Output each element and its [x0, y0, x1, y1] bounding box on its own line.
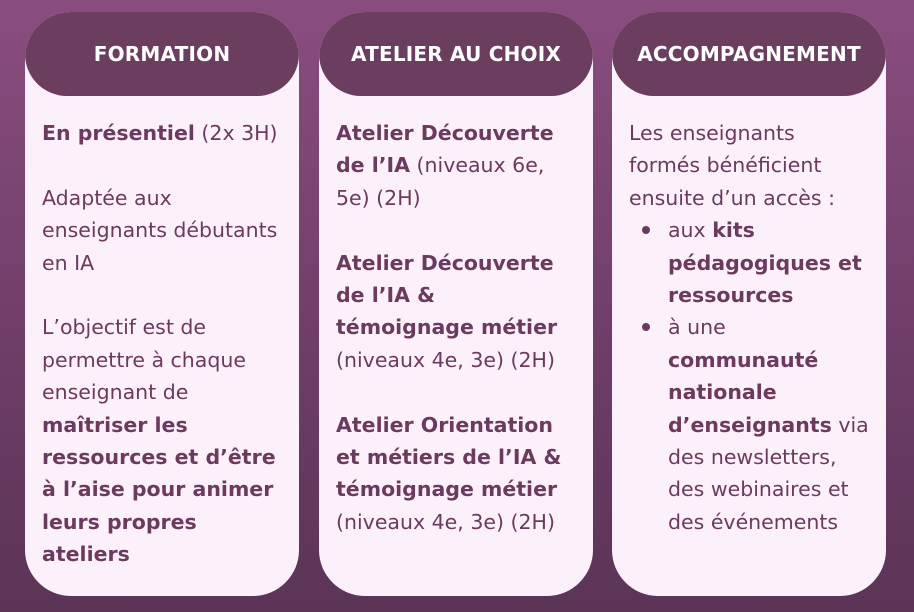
card-formation	[25, 12, 299, 596]
objective-highlight: maîtriser les ressources et d’être à l’aise pour animer leurs propres ateliers	[42, 412, 276, 567]
item-lead: aux	[668, 218, 713, 243]
item-highlight: kits pédagogiques et ressources	[668, 218, 862, 308]
format-label: En présentiel	[42, 121, 195, 145]
bullet-icon	[642, 323, 650, 331]
atelier-option	[336, 117, 579, 214]
card-body	[319, 96, 593, 538]
paragraph-intro: Les enseignants formés bénéficient ensuite d’un accès :	[629, 121, 835, 210]
item-rest: via des newsletters, des webinaires et des événements	[668, 412, 869, 534]
access-list	[629, 214, 872, 538]
atelier-option	[336, 247, 579, 377]
item-highlight: communauté nationale d’enseignants	[668, 347, 832, 437]
card-atelier-au-choix	[319, 12, 593, 596]
atelier-name: Atelier Découverte de l’IA & témoignage métier	[336, 250, 558, 340]
atelier-details: (niveaux 6e, 5e) (2H)	[336, 153, 545, 210]
paragraph-format	[42, 117, 285, 149]
card-title: ATELIER AU CHOIX	[319, 12, 593, 96]
atelier-details: (niveaux 4e, 3e) (2H)	[336, 347, 555, 372]
atelier-option	[336, 409, 579, 539]
card-title: FORMATION	[25, 12, 299, 96]
card-title: ACCOMPAGNEMENT	[612, 12, 886, 96]
atelier-details: (niveaux 4e, 3e) (2H)	[336, 509, 555, 534]
paragraph-objective	[42, 311, 285, 570]
card-accompagnement	[612, 12, 886, 596]
card-body	[612, 96, 886, 538]
card-body	[25, 96, 299, 571]
list-item	[629, 214, 872, 311]
atelier-name: Atelier Découverte de l’IA	[336, 121, 554, 178]
bullet-icon	[642, 226, 650, 234]
objective-lead: L’objectif est de permettre à chaque enseignant de	[42, 315, 246, 405]
format-duration: (2x 3H)	[194, 121, 278, 145]
item-lead: à une	[668, 315, 726, 340]
atelier-name: Atelier Orientation et métiers de l’IA & témoignage métier	[336, 412, 562, 502]
list-item	[629, 311, 872, 538]
paragraph-audience: Adaptée aux enseignants débutants en IA	[42, 185, 278, 275]
